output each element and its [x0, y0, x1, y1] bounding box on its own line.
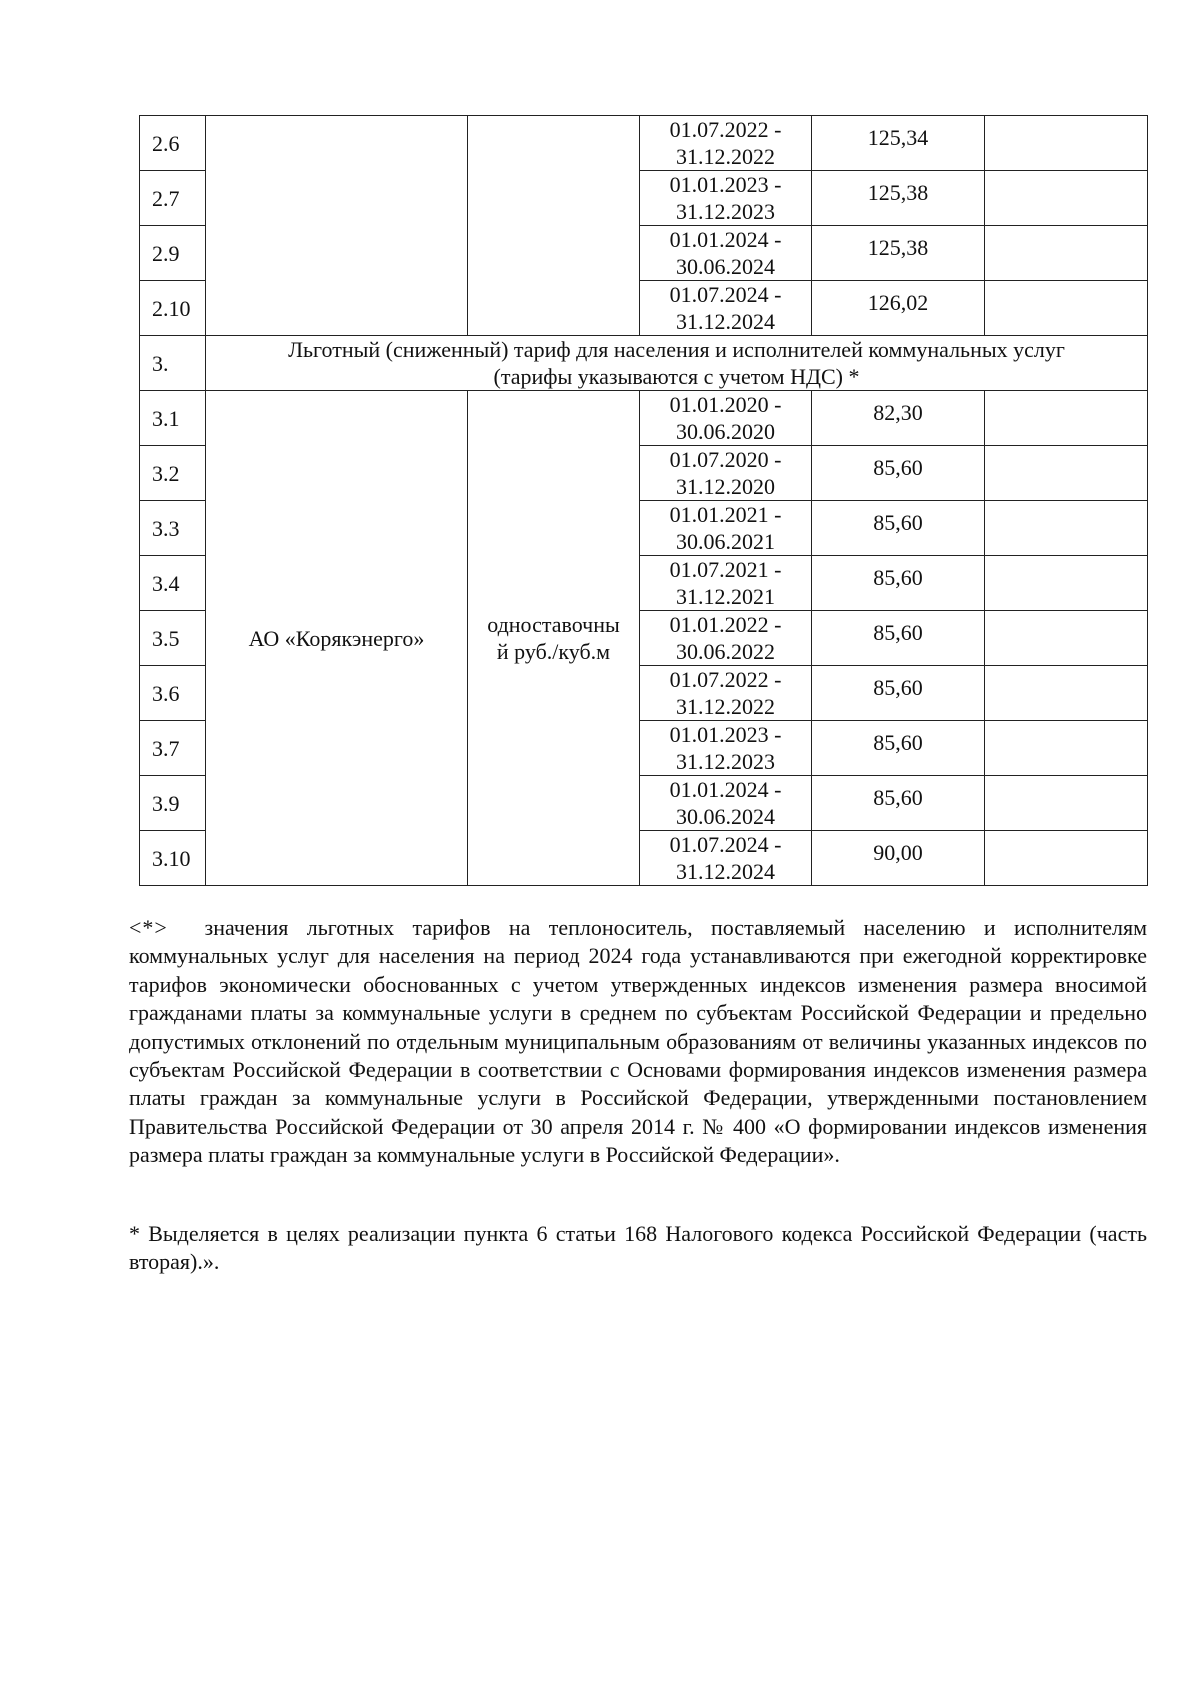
- period-start: 01.07.2021 -: [669, 557, 782, 582]
- empty-cell: [985, 171, 1148, 226]
- row-number: 3.6: [140, 666, 206, 721]
- row-number: 2.7: [140, 171, 206, 226]
- tariff-value: 82,30: [812, 391, 985, 446]
- period-cell: [640, 281, 812, 336]
- empty-cell: [985, 776, 1148, 831]
- period-end: 30.06.2022: [676, 639, 775, 664]
- period-end: 31.12.2022: [676, 144, 775, 169]
- section-title-line2: (тарифы указываются с учетом НДС) *: [493, 364, 860, 389]
- row-number: 3.7: [140, 721, 206, 776]
- tariff-table: [139, 115, 1148, 886]
- row-number: 3.10: [140, 831, 206, 886]
- section-title-line1: Льготный (сниженный) тариф для населения и исполнителей коммунальных услуг: [288, 337, 1065, 362]
- empty-cell: [985, 501, 1148, 556]
- period-cell: [640, 831, 812, 886]
- table-row: [140, 391, 1148, 446]
- tariff-value: 85,60: [812, 666, 985, 721]
- tariff-value: 85,60: [812, 446, 985, 501]
- empty-cell: [985, 281, 1148, 336]
- period-cell: [640, 446, 812, 501]
- row-number: 3.1: [140, 391, 206, 446]
- period-cell: [640, 171, 812, 226]
- tariff-value: 85,60: [812, 776, 985, 831]
- tariff-value: 85,60: [812, 556, 985, 611]
- footnote-main: [129, 914, 1147, 1170]
- tariff-value: 85,60: [812, 501, 985, 556]
- period-cell: [640, 226, 812, 281]
- period-start: 01.07.2024 -: [669, 282, 782, 307]
- period-cell: [640, 721, 812, 776]
- empty-cell: [985, 226, 1148, 281]
- period-cell: [640, 611, 812, 666]
- period-end: 31.12.2023: [676, 749, 775, 774]
- period-start: 01.01.2024 -: [669, 227, 782, 252]
- tariff-value: 90,00: [812, 831, 985, 886]
- period-cell: [640, 556, 812, 611]
- period-end: 31.12.2020: [676, 474, 775, 499]
- empty-cell: [985, 116, 1148, 171]
- period-start: 01.07.2024 -: [669, 832, 782, 857]
- row-number: 3.3: [140, 501, 206, 556]
- organization-cell: АО «Корякэнерго»: [206, 391, 468, 886]
- row-number: 3.5: [140, 611, 206, 666]
- row-number: 2.10: [140, 281, 206, 336]
- tariff-value: 125,38: [812, 171, 985, 226]
- period-start: 01.07.2020 -: [669, 447, 782, 472]
- empty-cell: [985, 721, 1148, 776]
- empty-cell: [985, 391, 1148, 446]
- period-start: 01.07.2022 -: [669, 667, 782, 692]
- period-cell: [640, 666, 812, 721]
- table-row: [140, 116, 1148, 171]
- tariff-type-cell: [468, 391, 640, 886]
- period-cell: [640, 776, 812, 831]
- row-number: 2.9: [140, 226, 206, 281]
- period-end: 31.12.2022: [676, 694, 775, 719]
- period-end: 31.12.2023: [676, 199, 775, 224]
- section-title: [206, 336, 1148, 391]
- tariff-value: 85,60: [812, 611, 985, 666]
- period-end: 30.06.2024: [676, 804, 775, 829]
- empty-cell: [985, 611, 1148, 666]
- section-row: [140, 336, 1148, 391]
- period-cell: [640, 501, 812, 556]
- section-number: 3.: [140, 336, 206, 391]
- period-start: 01.01.2023 -: [669, 722, 782, 747]
- period-end: 30.06.2021: [676, 529, 775, 554]
- period-start: 01.01.2021 -: [669, 502, 782, 527]
- footnote-main-text: значения льготных тарифов на теплоноситель, поставляемый населению и исполнителям коммунальных услуг для населения на период 2024 года устанавливаются при ежегодной корректировке тарифов экономически обоснованных с учетом утвержденных индексов изменения размера вносимой гражданами платы за коммунальные услуги в среднем по субъектам Российской Федерации и предельно допустимых отклонений по отдельным муниципальным образованиям от величины указанных индексов по субъектам Российской Федерации в соответствии с Основами формирования индексов изменения размера платы граждан за коммунальные услуги в Российской Федерации, утвержденными постановлением Правительства Российской Федерации от 30 апреля 2014 г. № 400 «О формировании индексов изменения размера платы граждан за коммунальные услуги в Российской Федерации».: [129, 915, 1147, 1168]
- period-end: 31.12.2024: [676, 859, 775, 884]
- empty-cell: [985, 666, 1148, 721]
- row-number: 3.9: [140, 776, 206, 831]
- period-start: 01.01.2024 -: [669, 777, 782, 802]
- period-cell: [640, 116, 812, 171]
- footnote-marker: <*>: [129, 915, 168, 940]
- empty-cell: [985, 556, 1148, 611]
- period-start: 01.01.2020 -: [669, 392, 782, 417]
- period-cell: [640, 391, 812, 446]
- row-number: 3.4: [140, 556, 206, 611]
- period-end: 31.12.2021: [676, 584, 775, 609]
- empty-cell: [985, 446, 1148, 501]
- tariff-value: 126,02: [812, 281, 985, 336]
- period-end: 30.06.2024: [676, 254, 775, 279]
- tariff-type-line2: й руб./куб.м: [496, 639, 611, 664]
- period-start: 01.07.2022 -: [669, 117, 782, 142]
- tariff-value: 125,34: [812, 116, 985, 171]
- tariff-type-cell-empty: [468, 116, 640, 336]
- footnote-star: * Выделяется в целях реализации пункта 6 статьи 168 Налогового кодекса Российской Федерации (часть вторая).».: [129, 1221, 1147, 1275]
- period-start: 01.01.2022 -: [669, 612, 782, 637]
- tariff-type-line1: одноставочны: [487, 612, 620, 637]
- row-number: 2.6: [140, 116, 206, 171]
- period-end: 31.12.2024: [676, 309, 775, 334]
- tariff-value: 85,60: [812, 721, 985, 776]
- period-end: 30.06.2020: [676, 419, 775, 444]
- tariff-value: 125,38: [812, 226, 985, 281]
- period-start: 01.01.2023 -: [669, 172, 782, 197]
- org-cell-empty: [206, 116, 468, 336]
- empty-cell: [985, 831, 1148, 886]
- row-number: 3.2: [140, 446, 206, 501]
